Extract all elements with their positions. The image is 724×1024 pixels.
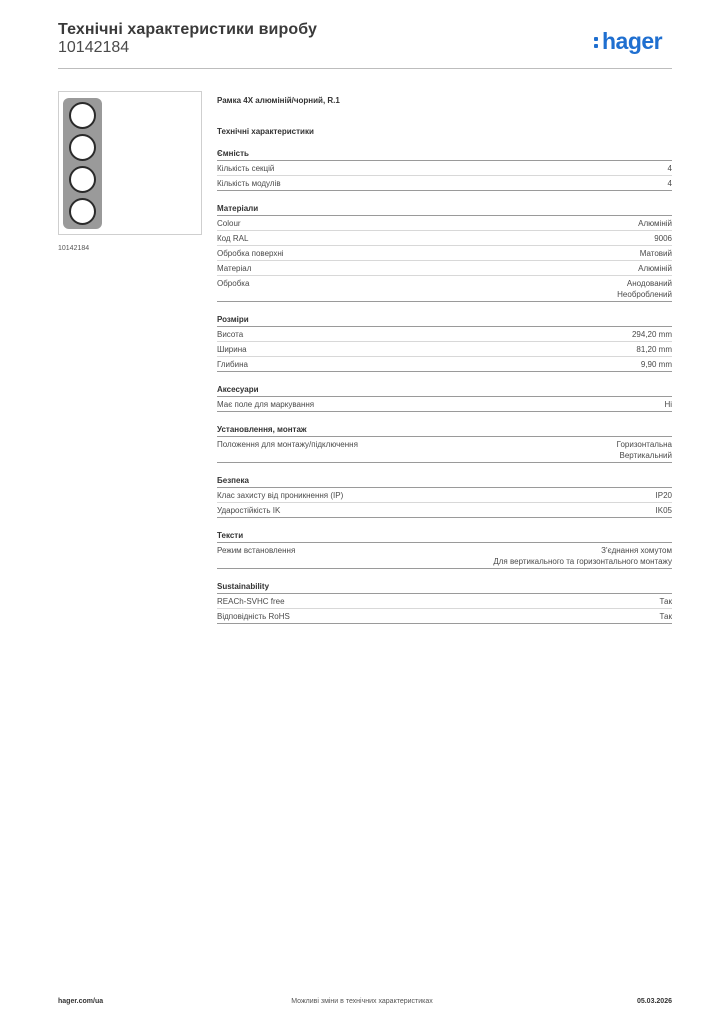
spec-group — [217, 476, 672, 518]
spec-row — [217, 216, 672, 231]
spec-row — [217, 397, 672, 412]
spec-value-line: IP20 — [655, 491, 672, 500]
spec-value — [617, 278, 672, 300]
specifications — [217, 96, 672, 637]
product-name: Рамка 4X алюміній/чорний, R.1 — [217, 96, 340, 105]
spec-value-line: 4 — [667, 164, 672, 173]
spec-value-line: Алюміній — [638, 264, 672, 273]
spec-value-line: 294,20 mm — [631, 330, 672, 339]
spec-value-line: Горизонтальна — [616, 440, 672, 449]
spec-label: Ширина — [217, 345, 247, 354]
spec-label: Код RAL — [217, 234, 249, 243]
spec-value — [641, 359, 672, 370]
spec-row — [217, 543, 672, 569]
frame-opening-3 — [69, 166, 96, 193]
spec-value — [617, 439, 672, 461]
spec-group-title: Тексти — [217, 531, 672, 543]
product-image-code: 10142184 — [58, 245, 90, 252]
spec-value — [664, 399, 672, 410]
spec-value-line: Вертикальний — [619, 451, 672, 460]
spec-value — [632, 329, 672, 340]
spec-value — [656, 505, 672, 516]
logo-text: hager — [602, 28, 663, 54]
spec-group-title: Розміри — [217, 315, 672, 327]
spec-value — [656, 490, 672, 501]
spec-row — [217, 437, 672, 463]
spec-label: Обробка — [217, 279, 250, 288]
spec-value-line: Так — [659, 597, 672, 606]
spec-value — [493, 545, 672, 567]
spec-label: Colour — [217, 219, 241, 228]
spec-label: Матеріал — [217, 264, 252, 273]
spec-group — [217, 425, 672, 463]
spec-row — [217, 594, 672, 609]
spec-value — [638, 263, 672, 274]
spec-value — [660, 611, 672, 622]
spec-row — [217, 609, 672, 624]
spec-value-line: Для вертикального та горизонтального монтажу — [493, 557, 672, 566]
spec-value-line: Ні — [664, 400, 672, 409]
spec-value-line: 81,20 mm — [636, 345, 672, 354]
spec-row — [217, 276, 672, 302]
spec-value — [640, 248, 672, 259]
footer-date: 05.03.2026 — [636, 998, 672, 1005]
product-reference: 10142184 — [58, 39, 130, 56]
spec-value-line: Так — [659, 612, 672, 621]
frame-opening-4 — [69, 198, 96, 225]
frame-opening-2 — [69, 134, 96, 161]
spec-group-title: Sustainability — [217, 582, 672, 594]
spec-row — [217, 357, 672, 372]
spec-group — [217, 315, 672, 372]
spec-group — [217, 385, 672, 412]
spec-group — [217, 582, 672, 624]
footer-website[interactable]: hager.com/ua — [58, 998, 104, 1005]
spec-value-line: З'єднання хомутом — [601, 546, 672, 555]
spec-row — [217, 488, 672, 503]
frame-picture — [63, 98, 102, 229]
spec-group — [217, 204, 672, 302]
frame-opening-1 — [69, 102, 96, 129]
spec-value — [654, 233, 672, 244]
logo-dots-icon — [594, 35, 600, 49]
spec-value-line: IK05 — [655, 506, 672, 515]
spec-row — [217, 327, 672, 342]
specifications-title: Технічні характеристики — [217, 127, 314, 136]
page-title: Технічні характеристики виробу — [58, 21, 317, 38]
spec-value — [668, 178, 672, 189]
spec-value-line: 9006 — [654, 234, 672, 243]
spec-value-line: Анодований — [626, 279, 672, 288]
spec-value-line: 4 — [667, 179, 672, 188]
spec-label: Ударостійкість IK — [217, 506, 281, 515]
spec-row — [217, 161, 672, 176]
product-image — [58, 91, 202, 235]
spec-label: REACh-SVHC free — [217, 597, 285, 606]
spec-value — [668, 163, 672, 174]
spec-group-title: Безпека — [217, 476, 672, 488]
spec-label: Обробка поверхні — [217, 249, 284, 258]
spec-group — [217, 149, 672, 191]
spec-group-title: Ємність — [217, 149, 672, 161]
spec-row — [217, 231, 672, 246]
spec-value — [636, 344, 672, 355]
spec-group-title: Аксесуари — [217, 385, 672, 397]
spec-group — [217, 531, 672, 569]
spec-value-line: Матовий — [639, 249, 672, 258]
spec-row — [217, 176, 672, 191]
footer-note: Можливі зміни в технічних характеристиках — [291, 998, 433, 1005]
spec-value-line: Необроблений — [617, 290, 672, 299]
spec-label: Кількість модулів — [217, 179, 281, 188]
spec-group-title: Установлення, монтаж — [217, 425, 672, 437]
spec-value — [660, 596, 672, 607]
spec-label: Положення для монтажу/підключення — [217, 440, 358, 449]
spec-label: Глибина — [217, 360, 248, 369]
spec-value — [638, 218, 672, 229]
spec-value-line: Алюміній — [638, 219, 672, 228]
spec-row — [217, 503, 672, 518]
spec-label: Має поле для маркування — [217, 400, 315, 409]
spec-row — [217, 261, 672, 276]
spec-row — [217, 342, 672, 357]
spec-label: Режим встановлення — [217, 546, 296, 555]
spec-group-title: Матеріали — [217, 204, 672, 216]
spec-row — [217, 246, 672, 261]
spec-label: Відповідність RoHS — [217, 612, 290, 621]
spec-groups — [217, 149, 672, 624]
spec-label: Кількість секцій — [217, 164, 275, 173]
hager-logo — [594, 28, 662, 55]
spec-label: Клас захисту від проникнення (IP) — [217, 491, 344, 500]
header-divider — [58, 68, 672, 69]
spec-label: Висота — [217, 330, 244, 339]
spec-value-line: 9,90 mm — [640, 360, 672, 369]
